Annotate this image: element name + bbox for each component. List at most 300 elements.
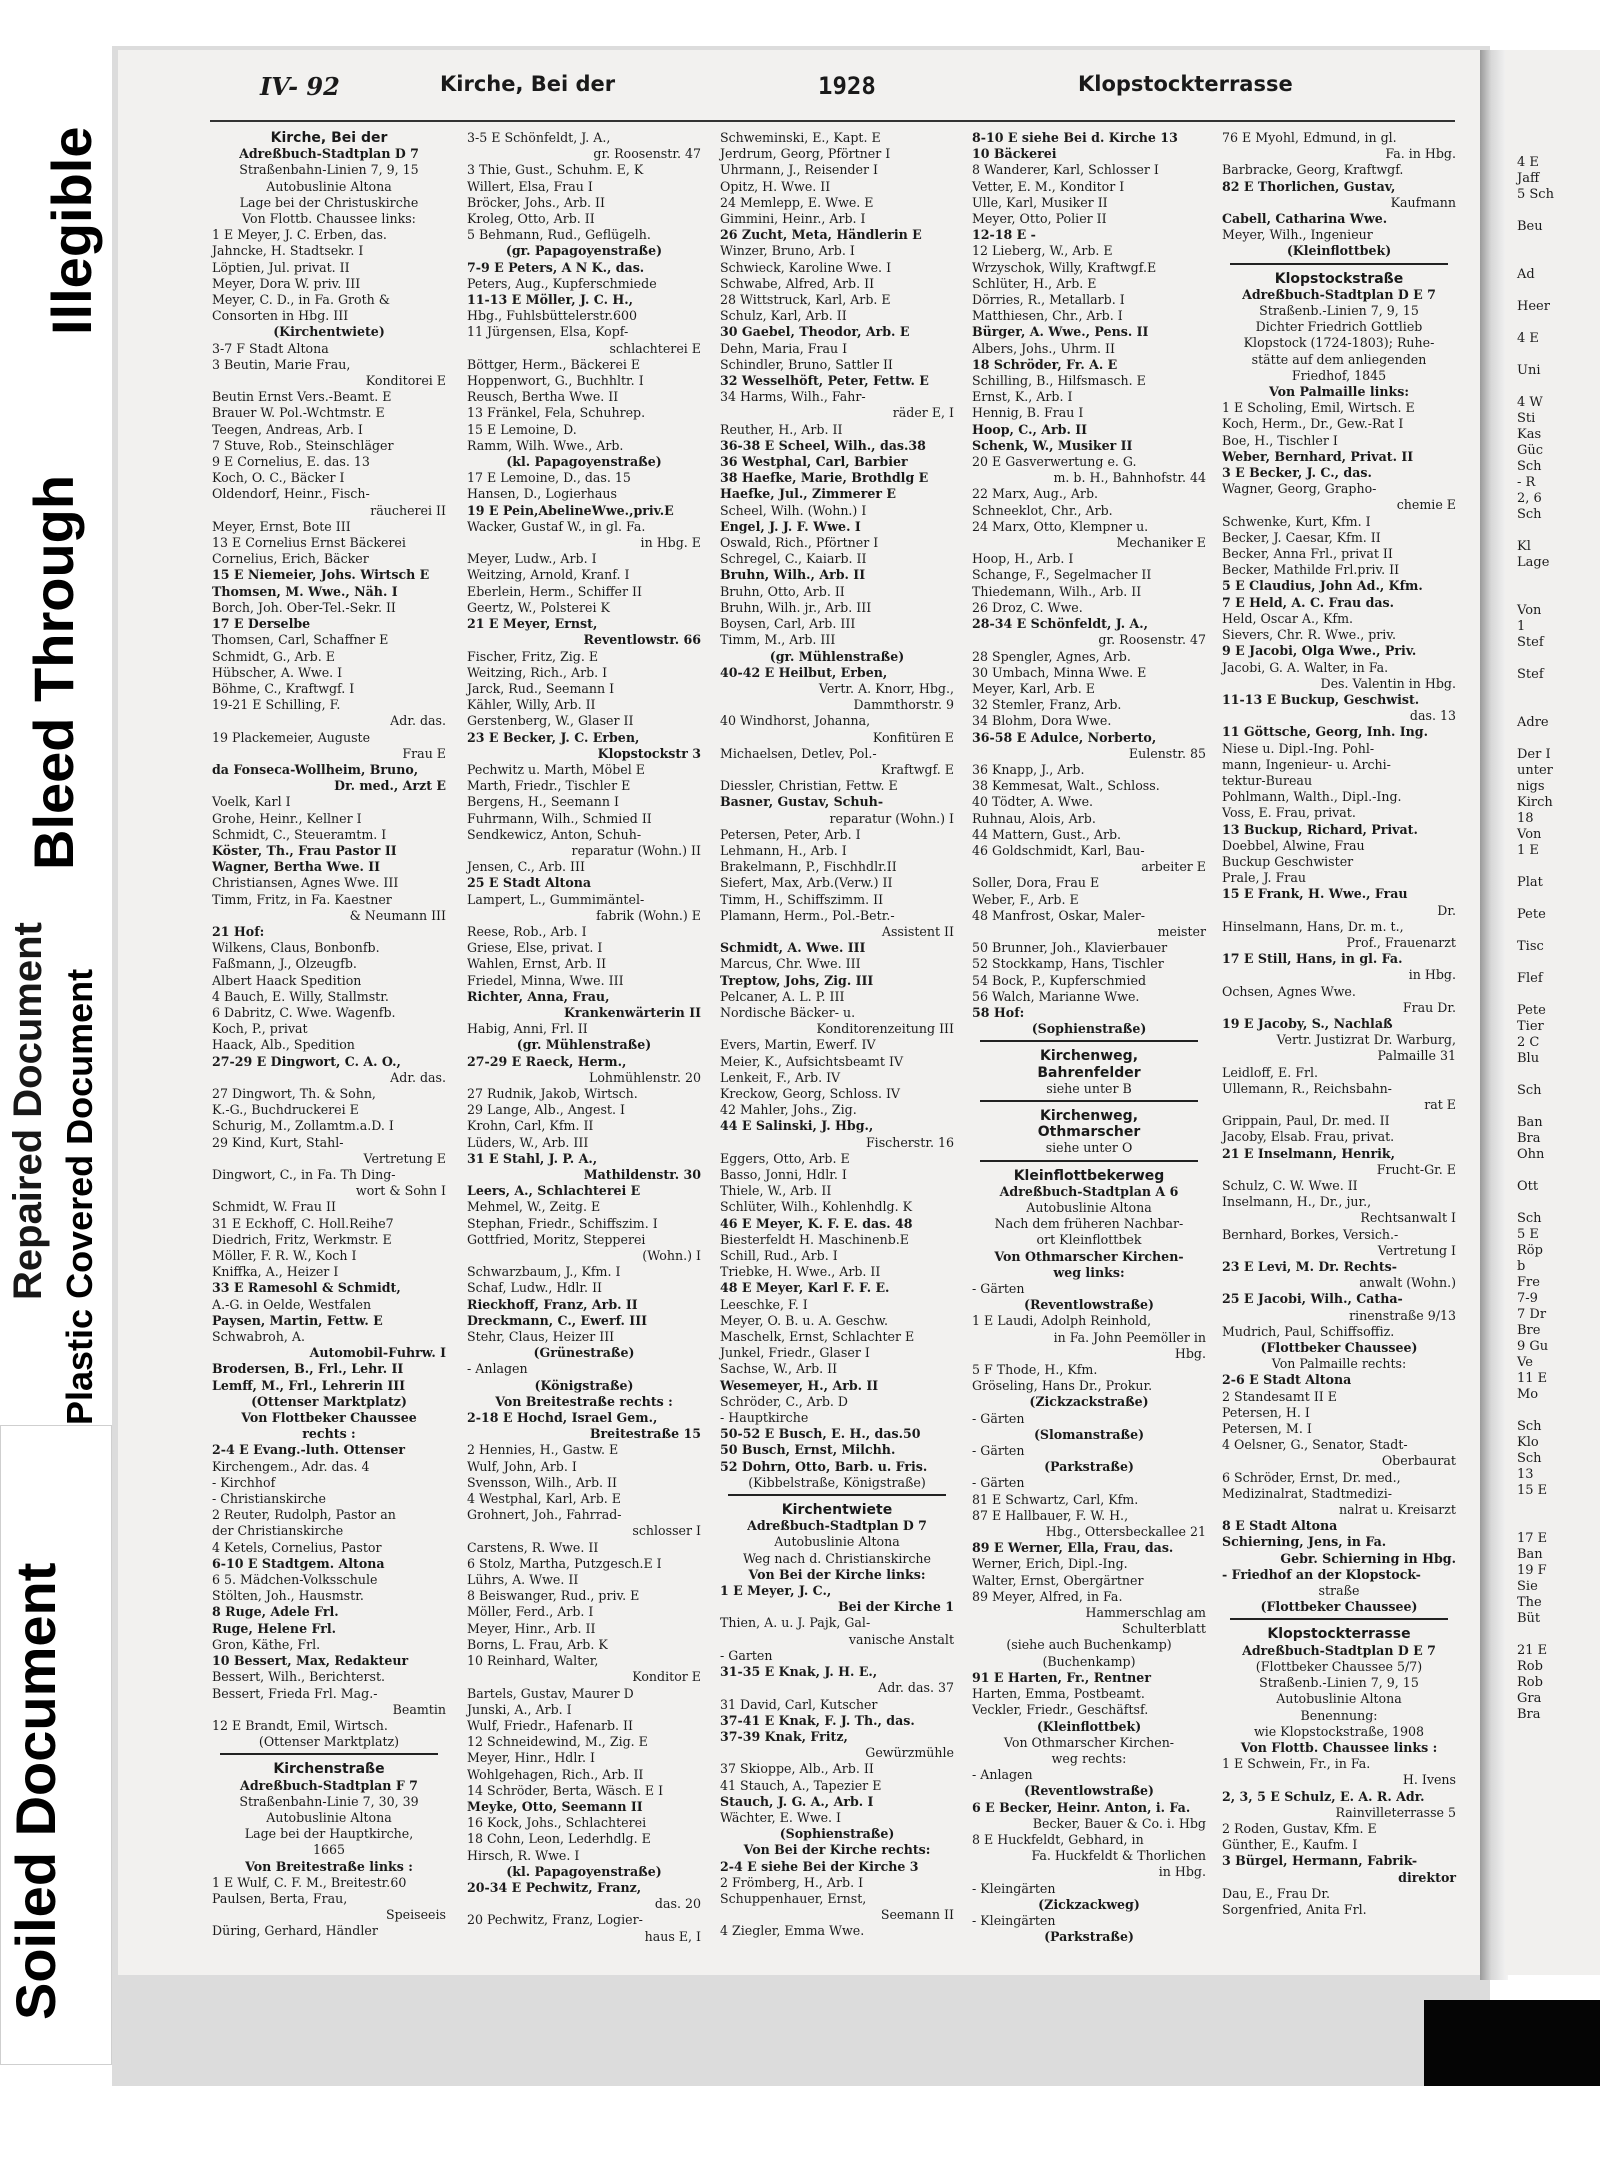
adjacent-page-line: 7-9 (1517, 1291, 1538, 1306)
directory-entry: Schregel, C., Kaiarb. II (720, 551, 867, 567)
directory-entry: Breitestraße 15 (589, 1426, 701, 1442)
directory-entry: 4 Bauch, E. Willy, Stallmstr. (212, 988, 389, 1004)
directory-entry: 5 Behmann, Rud., Geflügelh. (467, 227, 651, 243)
directory-entry: Junkel, Friedr., Glaser I (720, 1345, 870, 1361)
adjacent-page-line: 18 (1517, 811, 1534, 826)
directory-entry: Reusch, Bertha Wwe. II (467, 389, 619, 405)
directory-entry: 25 E Jacobi, Wilh., Catha- (1222, 1291, 1403, 1307)
directory-entry: 3-5 E Schönfeldt, J. A., (467, 130, 611, 145)
directory-entry: 2, 3, 5 E Schulz, E. A. R. Adr. (1222, 1788, 1425, 1804)
directory-entry: Vertr. Justizrat Dr. Warburg, (1276, 1032, 1456, 1048)
adjacent-page-line: Heer (1517, 299, 1550, 314)
directory-entry: 9 E Jacobi, Olga Wwe., Priv. (1222, 643, 1417, 659)
directory-entry: Meyer, Otto, Polier II (972, 211, 1107, 227)
directory-entry: direktor (1398, 1869, 1456, 1885)
directory-entry: Reese, Rob., Arb. I (467, 923, 587, 939)
directory-entry: 2 Standesamt II E (1222, 1388, 1337, 1404)
adjacent-page-line (1517, 251, 1607, 267)
street-heading: Kirche, Bei der (270, 130, 388, 146)
directory-entry: - Christianskirche (212, 1491, 326, 1507)
adjacent-page-line: Röp (1517, 1243, 1543, 1258)
directory-entry: Lage bei der Hauptkirche, (244, 1826, 414, 1842)
directory-entry: 6-10 E Stadtgem. Altona (212, 1555, 385, 1571)
adjacent-page-line (1517, 891, 1607, 907)
directory-entry: Triebke, H. Wwe., Arb. II (720, 1264, 881, 1280)
adjacent-page-line (1517, 731, 1607, 747)
directory-entry: Autobuslinie Altona (266, 178, 392, 194)
directory-entry: Haack, Alb., Spedition (212, 1037, 355, 1053)
directory-entry: weg links: (1053, 1264, 1125, 1280)
directory-entry: Vertretung E (363, 1150, 446, 1166)
directory-entry: Adreßbuch-Stadtplan D 7 (239, 146, 419, 162)
directory-entry: Von Bei der Kirche links: (748, 1566, 926, 1582)
directory-entry: 4 Ziegler, Emma Wwe. (720, 1923, 865, 1939)
directory-entry: - Gärten (972, 1475, 1025, 1491)
directory-entry: Schaf, Ludw., Hdlr. II (467, 1280, 603, 1296)
column-1 (212, 130, 446, 1939)
adjacent-page-line: 21 E (1517, 1643, 1548, 1658)
directory-entry: reparatur (Wohn.) I (829, 810, 954, 826)
directory-entry: Von Flottb. Chaussee links: (242, 211, 416, 227)
directory-entry: (Parkstraße) (1044, 1929, 1134, 1945)
street-heading: Klopstockstraße (1274, 270, 1404, 287)
adjacent-page-line (1517, 1499, 1607, 1515)
directory-entry: Winzer, Bruno, Arb. I (720, 243, 855, 259)
directory-entry: 22 Marx, Aug., Arb. (972, 486, 1099, 502)
directory-entry: Rainvilleterrasse 5 (1335, 1804, 1456, 1820)
adjacent-page-line (1517, 587, 1607, 603)
directory-entry: Petersen, H. I (1222, 1404, 1310, 1420)
directory-entry: 19 E Pein,AbelineWwe.,priv.E (467, 502, 674, 518)
adjacent-page-line: Jaff (1517, 171, 1540, 186)
adjacent-page-line: Sch (1517, 1211, 1542, 1226)
directory-entry: 48 E Meyer, Karl F. F. E. (720, 1280, 890, 1296)
directory-entry: Sievers, Chr. R. Wwe., priv. (1222, 627, 1396, 643)
directory-entry: Brakelmann, P., Fischhdlr.II (720, 859, 897, 875)
directory-entry: Wilkens, Claus, Bonbonfb. (212, 940, 380, 956)
directory-entry: Svensson, Wilh., Arb. II (467, 1474, 617, 1490)
directory-entry: Teegen, Andreas, Arb. I (212, 421, 363, 437)
adjacent-page-line (1517, 1067, 1607, 1083)
directory-entry: Adr. das. (390, 1069, 446, 1085)
header-right-title: Klopstockterrasse (1078, 72, 1293, 96)
directory-entry: Speiseeis (385, 1907, 446, 1923)
directory-entry: Eulenstr. 85 (1128, 745, 1206, 761)
directory-entry: (Kirchentwiete) (273, 324, 385, 340)
directory-entry: Mehmel, W., Zeitg. E (467, 1199, 601, 1215)
directory-entry: 14 Schröder, Berta, Wäsch. E I (467, 1782, 664, 1798)
directory-entry: stätte auf dem anliegenden (1251, 351, 1427, 367)
directory-entry: Adr. das. 37 (878, 1680, 954, 1696)
column-5 (1222, 130, 1456, 1917)
directory-entry: Gimmini, Heinr., Arb. I (720, 211, 866, 227)
adjacent-page-line: 7 Dr (1517, 1307, 1547, 1322)
directory-entry: anwalt (Wohn.) (1359, 1275, 1456, 1291)
directory-entry: 27-29 E Dingwort, C. A. O., (212, 1053, 401, 1069)
directory-entry: (gr. Mühlenstraße) (516, 1037, 652, 1053)
adjacent-page-line (1517, 203, 1607, 219)
adjacent-page-line (1517, 1515, 1607, 1531)
section-divider (1230, 1618, 1448, 1623)
directory-entry: Wacker, Gustaf W., in gl. Fa. (467, 518, 646, 534)
directory-entry: 34 Harms, Wilh., Fahr- (720, 389, 866, 405)
directory-entry: Frau E (402, 745, 446, 761)
header-left-title: Kirche, Bei der (440, 72, 616, 96)
directory-entry: vanische Anstalt (848, 1631, 954, 1647)
directory-entry: Lohmühlenstr. 20 (588, 1069, 701, 1085)
directory-entry: (Ottenser Marktplatz) (251, 1393, 407, 1409)
directory-entry: Hoppenwort, G., Buchhltr. I (467, 373, 644, 389)
directory-entry: 2 Frömberg, H., Arb. I (720, 1874, 864, 1890)
directory-entry: Treptow, Johs, Zig. III (720, 972, 874, 988)
directory-entry: Becker, Anna Frl., privat II (1222, 546, 1393, 562)
directory-entry: 25 E Stadt Altona (467, 875, 592, 891)
directory-entry: Consorten in Hbg. III (212, 308, 349, 324)
directory-entry: Oswald, Rich., Pförtner I (720, 535, 879, 551)
directory-entry: Koch, Herm., Dr., Gew.-Rat I (1222, 416, 1404, 432)
directory-entry: siehe unter O (1045, 1140, 1133, 1156)
adjacent-page-line: b (1517, 1259, 1526, 1274)
directory-entry: (Reventlowstraße) (1023, 1297, 1154, 1313)
directory-entry: 32 Wesselhöft, Peter, Fettw. E (720, 373, 929, 389)
directory-entry: Dingwort, C., in Fa. Th Ding- (212, 1167, 396, 1182)
directory-entry: Cornelius, Erich, Bäcker (212, 551, 369, 567)
directory-entry: 44 Mattern, Gust., Arb. (972, 826, 1122, 842)
directory-entry: A.-G. in Oelde, Westfalen (212, 1296, 372, 1312)
adjacent-page-line (1517, 683, 1607, 699)
adjacent-page-line: Stef (1517, 667, 1544, 682)
directory-entry: Siefert, Max, Arb.(Verw.) II (720, 875, 893, 891)
directory-entry: (Flottbeker Chaussee 5/7) (1255, 1658, 1423, 1674)
directory-entry: 30 Gaebel, Theodor, Arb. E (720, 324, 910, 340)
directory-entry: Friedhof, 1845 (1291, 367, 1387, 383)
directory-entry: 12 Schneidewind, M., Zig. E (467, 1734, 648, 1750)
directory-entry: Pohlmann, Walth., Dipl.-Ing. (1222, 789, 1402, 805)
directory-entry: Fa. in Hbg. (1385, 146, 1456, 162)
directory-entry: (Zickzackstraße) (1029, 1394, 1149, 1410)
adjacent-page-line: 19 F (1517, 1563, 1547, 1578)
directory-entry: 91 E Harten, Fr., Rentner (972, 1669, 1151, 1685)
directory-entry: Krohn, Carl, Kfm. II (467, 1118, 594, 1134)
directory-entry: Wagner, Bertha Wwe. II (212, 859, 381, 875)
directory-entry: (kl. Papagoyenstraße) (506, 1863, 662, 1879)
directory-entry: 3 Beutin, Marie Frau, (212, 356, 351, 372)
directory-entry: 8 Beiswanger, Rud., priv. E (467, 1588, 640, 1604)
directory-entry: Lehmann, H., Arb. I (720, 842, 847, 858)
directory-entry: 2 Hennies, H., Gastw. E (467, 1442, 619, 1458)
directory-entry: Meier, K., Aufsichtsbeamt IV (720, 1053, 904, 1069)
directory-entry: der Christianskirche (212, 1523, 344, 1539)
directory-entry: Dr. (1437, 902, 1456, 918)
directory-entry: 40-42 E Heilbut, Erben, (720, 664, 888, 680)
directory-entry: arbeiter E (1141, 859, 1206, 875)
directory-entry: Meyer, Dora W. priv. III (212, 275, 361, 291)
directory-entry: Fischer, Fritz, Zig. E (467, 648, 599, 664)
directory-entry: Borns, L. Frau, Arb. K (467, 1636, 608, 1652)
directory-entry: 76 E Myohl, Edmund, in gl. (1222, 130, 1397, 145)
directory-entry: 7-9 E Peters, A N K., das. (467, 259, 645, 275)
directory-entry: 30 Umbach, Minna Wwe. E (972, 664, 1147, 680)
directory-entry: 15 E Lemoine, D. (467, 421, 577, 437)
directory-entry: Meyer, Ernst, Bote III (212, 518, 351, 534)
adjacent-page-line: Tisc (1517, 939, 1544, 954)
directory-entry: Kreckow, Georg, Schloss. IV (720, 1085, 901, 1101)
directory-entry: Bruhn, Wilh., Arb. II (720, 567, 866, 583)
directory-entry: Schenk, W., Musiker II (972, 437, 1133, 453)
directory-entry: - Anlagen (972, 1767, 1033, 1783)
directory-entry: Timm, H., Schiffszimm. II (720, 891, 884, 907)
directory-entry: Wahlen, Ernst, Arb. II (467, 956, 607, 972)
directory-entry: Adreßbuch-Stadtplan A 6 (999, 1183, 1179, 1199)
directory-entry: Schröder, C., Arb. D (720, 1393, 849, 1409)
directory-entry: Willert, Elsa, Frau I (467, 178, 593, 194)
directory-entry: 52 Dohrn, Otto, Barb. u. Fris. (720, 1458, 928, 1474)
directory-entry: 34 Blohm, Dora Wwe. (972, 713, 1112, 729)
directory-entry: Jensen, C., Arb. III (467, 859, 585, 875)
adjacent-page-line: Von (1517, 827, 1542, 842)
directory-entry: fabrik (Wohn.) E (596, 907, 701, 923)
directory-entry: - Friedhof an der Klopstock- (1222, 1566, 1421, 1582)
directory-entry: 56 Walch, Marianne Wwe. (972, 988, 1140, 1004)
directory-entry: 87 E Hallbauer, F. W. H., (972, 1507, 1129, 1523)
directory-entry: Evers, Martin, Ewerf. IV (720, 1037, 876, 1053)
directory-entry: Hansen, D., Logierhaus (467, 486, 617, 502)
directory-entry: - Kirchhof (212, 1474, 276, 1490)
directory-entry: Meyke, Otto, Seemann II (467, 1798, 643, 1814)
directory-entry: Inselmann, H., Dr., jur., (1222, 1194, 1372, 1210)
directory-entry: Nordische Bäcker- u. (720, 1004, 856, 1020)
directory-entry: 11-13 E Buckup, Geschwist. (1222, 691, 1420, 707)
adjacent-page-line: Blu (1517, 1051, 1540, 1066)
directory-entry: Möller, F. R. W., Koch I (212, 1248, 357, 1264)
directory-entry: 21 E Inselmann, Henrik, (1222, 1145, 1395, 1161)
directory-entry: 13 E Cornelius Ernst Bäckerei (212, 535, 406, 551)
directory-entry: schlachterei E (609, 340, 701, 356)
directory-entry: Cabell, Catharina Wwe. (1222, 211, 1388, 227)
adjacent-page-line (1517, 283, 1607, 299)
adjacent-page-line: Sch (1517, 1083, 1542, 1098)
directory-entry: (Ottenser Marktplatz) (258, 1734, 400, 1750)
directory-entry: 36 Westphal, Carl, Barbier (720, 454, 908, 470)
street-heading: Kleinflottbekerweg (1013, 1167, 1165, 1184)
directory-entry: Hbg., Ottersbeckallee 21 (1045, 1524, 1206, 1540)
directory-entry: 17 E Still, Hans, in gl. Fa. (1222, 951, 1403, 967)
directory-entry: Kirchengem., Adr. das. 4 (212, 1458, 370, 1474)
directory-entry: Petersen, Peter, Arb. I (720, 826, 861, 842)
adjacent-page-line (1517, 923, 1607, 939)
directory-entry: Von Bei der Kirche rechts: (743, 1842, 931, 1858)
directory-entry: 29 Lange, Alb., Angest. I (467, 1102, 625, 1118)
directory-entry: Uhrmann, J., Reisender I (720, 162, 879, 178)
adjacent-page-line: 5 E (1517, 1227, 1539, 1242)
adjacent-page-line: Ohn (1517, 1147, 1545, 1162)
directory-entry: 18 Schröder, Fr. A. E (972, 356, 1118, 372)
directory-entry: Held, Oscar A., Kfm. (1222, 610, 1354, 626)
directory-entry: Meyer, O. B. u. A. Geschw. (720, 1312, 889, 1328)
directory-entry: 20 Pechwitz, Franz, Logier- (467, 1912, 643, 1928)
directory-entry: (Flottbeker Chaussee) (1260, 1340, 1418, 1356)
page-header (150, 72, 1460, 114)
directory-entry: Von Flottbeker Chaussee (241, 1410, 417, 1426)
directory-entry: 2-18 E Hochd, Israel Gem., (467, 1410, 658, 1426)
directory-entry: - Garten (720, 1647, 773, 1663)
directory-entry: Straßenb.-Linien 7, 9, 15 (1259, 303, 1419, 319)
directory-entry: 31 E Stahl, J. P. A., (467, 1150, 598, 1166)
directory-entry: 1665 (312, 1842, 346, 1858)
directory-entry: Ruhnau, Alois, Arb. (972, 810, 1096, 826)
directory-entry: Lührs, A. Wwe. II (467, 1572, 579, 1588)
directory-entry: Weg nach d. Christianskirche (742, 1550, 931, 1566)
directory-entry: Schuppenhauer, Ernst, (720, 1890, 867, 1906)
directory-entry: schlosser I (632, 1523, 701, 1539)
directory-entry: Soller, Dora, Frau E (972, 875, 1100, 891)
directory-entry: 6 Stolz, Martha, Putzgesch.E I (467, 1555, 662, 1571)
directory-entry: Paysen, Martin, Fettw. E (212, 1312, 383, 1328)
directory-entry: 19 Plackemeier, Auguste (212, 729, 371, 745)
directory-entry: 33 E Ramesohl & Schmidt, (212, 1280, 401, 1296)
directory-entry: (Flottbeker Chaussee) (1260, 1599, 1418, 1615)
directory-entry: 17 E Derselbe (212, 616, 311, 632)
directory-entry: in Hbg. (1158, 1864, 1206, 1880)
directory-entry: Konditorei E (365, 373, 446, 389)
page-number: IV- 92 (260, 72, 340, 101)
directory-entry: Grohe, Heinr., Kellner I (212, 810, 362, 826)
directory-entry: Thomsen, M. Wwe., Näh. I (212, 583, 398, 599)
directory-entry: Assistent II (881, 923, 954, 939)
directory-entry: 38 Haefke, Marie, Brothdlg E (720, 470, 929, 486)
directory-entry: Bessert, Wilh., Berichterst. (212, 1669, 386, 1685)
adjacent-page-line: Sch (1517, 1451, 1542, 1466)
directory-entry: 17 E Lemoine, D., das. 15 (467, 470, 631, 486)
street-heading: Kirchentwiete (781, 1502, 893, 1519)
directory-entry: Wulf, Friedr., Hafenarb. II (467, 1717, 633, 1733)
adjacent-page-line: Gra (1517, 1691, 1542, 1706)
directory-entry: Hennig, B. Frau I (972, 405, 1084, 421)
directory-entry: Meyer, Wilh., Ingenieur (1222, 227, 1373, 243)
adjacent-page-line: Ban (1517, 1547, 1543, 1562)
directory-entry: 41 Stauch, A., Tapezier E (720, 1777, 882, 1793)
directory-entry: 13 Buckup, Richard, Privat. (1222, 821, 1418, 837)
adjacent-page-line: Kirch (1517, 795, 1553, 810)
directory-entry: Adreßbuch-Stadtplan D 7 (747, 1518, 927, 1534)
adjacent-page-line (1517, 1099, 1607, 1115)
directory-entry: Autobuslinie Altona (774, 1534, 900, 1550)
directory-entry: Von Breitestraße rechts : (495, 1393, 673, 1409)
directory-entry: 26 Zucht, Meta, Händlerin E (720, 227, 922, 243)
directory-entry: Leers, A., Schlachterei E (467, 1183, 641, 1199)
adjacent-page-line (1517, 235, 1607, 251)
directory-entry: Schilling, B., Hilfsmasch. E (972, 373, 1146, 389)
directory-entry: 27-29 E Raeck, Herm., (467, 1053, 627, 1069)
directory-entry: Schmidt, A. Wwe. III (720, 940, 866, 956)
directory-entry: Düring, Gerhard, Händler (212, 1923, 378, 1939)
directory-entry: rinenstraße 9/13 (1349, 1307, 1456, 1323)
adjacent-page-line (1517, 347, 1607, 363)
directory-entry: rat E (1424, 1096, 1456, 1112)
directory-entry: 27 Rudnik, Jakob, Wirtsch. (467, 1085, 638, 1101)
directory-entry: Koch, P., privat (212, 1021, 308, 1037)
adjacent-page-line: Flef (1517, 971, 1543, 986)
adjacent-page-line: 11 E (1517, 1371, 1548, 1386)
directory-entry: (Sophienstraße) (779, 1826, 895, 1842)
directory-entry: Oberbaurat (1381, 1453, 1456, 1469)
directory-entry: (Slomanstraße) (1033, 1426, 1145, 1442)
directory-entry: (siehe auch Buchenkamp) (1006, 1637, 1172, 1653)
adjacent-page-line: Pete (1517, 1003, 1546, 1018)
directory-entry: 9 E Cornelius, E. das. 13 (212, 454, 370, 470)
adjacent-page-line: unter (1517, 763, 1553, 778)
directory-entry: Gebr. Schierning in Hbg. (1280, 1550, 1456, 1566)
directory-entry: Frucht-Gr. E (1376, 1161, 1456, 1177)
directory-entry: Voelk, Karl I (212, 794, 291, 810)
directory-entry: 19-21 E Schilling, F. (212, 697, 341, 713)
directory-entry: Koch, O. C., Bäcker I (212, 470, 345, 486)
directory-entry: Stephan, Friedr., Schiffszim. I (467, 1215, 658, 1231)
directory-entry: Gerstenberg, W., Glaser II (467, 713, 634, 729)
directory-entry: 31-35 E Knak, J. H. E., (720, 1664, 878, 1680)
street-heading: Kirchenstraße (273, 1761, 385, 1778)
bleed-through-label: Bleed Through (22, 474, 85, 870)
directory-entry: Walter, Ernst, Obergärtner (972, 1572, 1144, 1588)
directory-entry: 82 E Thorlichen, Gustav, (1222, 178, 1396, 194)
directory-entry: 50 Busch, Ernst, Milchh. (720, 1442, 896, 1458)
directory-entry: Bürger, A. Wwe., Pens. II (972, 324, 1149, 340)
directory-entry: 19 E Jacoby, S., Nachlaß (1222, 1015, 1393, 1031)
directory-entry: 28 Wittstruck, Karl, Arb. E (720, 292, 891, 308)
directory-entry: Meyer, Hinr., Hdlr. I (467, 1750, 596, 1766)
adjacent-page-line (1517, 1403, 1607, 1419)
directory-entry: Jarck, Rud., Seemann I (467, 680, 615, 696)
directory-entry: Dau, E., Frau Dr. (1222, 1885, 1331, 1901)
directory-entry: 7 Stuve, Rob., Steinschläger (212, 437, 394, 453)
directory-entry: - Gärten (972, 1281, 1025, 1297)
column-3 (720, 130, 954, 1939)
directory-entry: räder E, I (892, 405, 954, 421)
directory-entry: Von Othmarscher Kirchen- (994, 1248, 1184, 1264)
street-heading: Kirchenweg, (1039, 1107, 1139, 1124)
directory-entry: wie Klopstockstraße, 1908 (1253, 1723, 1425, 1739)
directory-entry: Wohlgehagen, Rich., Arb. II (467, 1766, 644, 1782)
adjacent-page-line: Büt (1517, 1611, 1541, 1626)
directory-entry: Barbracke, Georg, Kraftwgf. (1222, 162, 1404, 178)
directory-entry: 7 E Held, A. C. Frau das. (1222, 594, 1395, 610)
adjacent-page-line (1517, 699, 1607, 715)
directory-entry: K.-G., Buchdruckerei E (212, 1102, 359, 1118)
directory-entry: (Grünestraße) (533, 1345, 635, 1361)
directory-entry: Ulle, Karl, Musiker II (972, 194, 1108, 210)
directory-entry: Meyer, Karl, Arb. E (972, 680, 1095, 696)
directory-entry: Autobuslinie Altona (1276, 1691, 1402, 1707)
directory-entry: Jerdrum, Georg, Pförtner I (720, 146, 891, 162)
directory-entry: ort Kleinflottbek (1036, 1232, 1142, 1248)
directory-entry: Stehr, Claus, Heizer III (467, 1329, 615, 1345)
directory-entry: Albert Haack Spedition (212, 972, 362, 988)
plastic-covered-label: Plastic Covered Document (59, 968, 100, 1425)
directory-entry: Wagner, Georg, Grapho- (1222, 481, 1377, 497)
directory-entry: Weber, F., Arb. E (972, 891, 1079, 907)
adjacent-page-line: Bra (1517, 1131, 1541, 1146)
directory-entry: Petersen, M. I (1222, 1421, 1312, 1437)
directory-entry: Adreßbuch-Stadtplan D E 7 (1242, 286, 1436, 302)
directory-entry: Kähler, Willy, Arb. II (467, 697, 596, 713)
directory-entry: Christiansen, Agnes Wwe. III (212, 875, 399, 891)
directory-entry: Lüders, W., Arb. III (467, 1134, 589, 1150)
directory-entry: Becker, J. Caesar, Kfm. II (1222, 529, 1381, 545)
directory-entry: Basso, Jonni, Hdlr. I (720, 1167, 847, 1182)
adjacent-page-line: Tier (1517, 1019, 1544, 1034)
directory-entry: 8-10 E siehe Bei d. Kirche 13 (972, 130, 1178, 145)
adjacent-page-line: Adre (1517, 715, 1549, 730)
